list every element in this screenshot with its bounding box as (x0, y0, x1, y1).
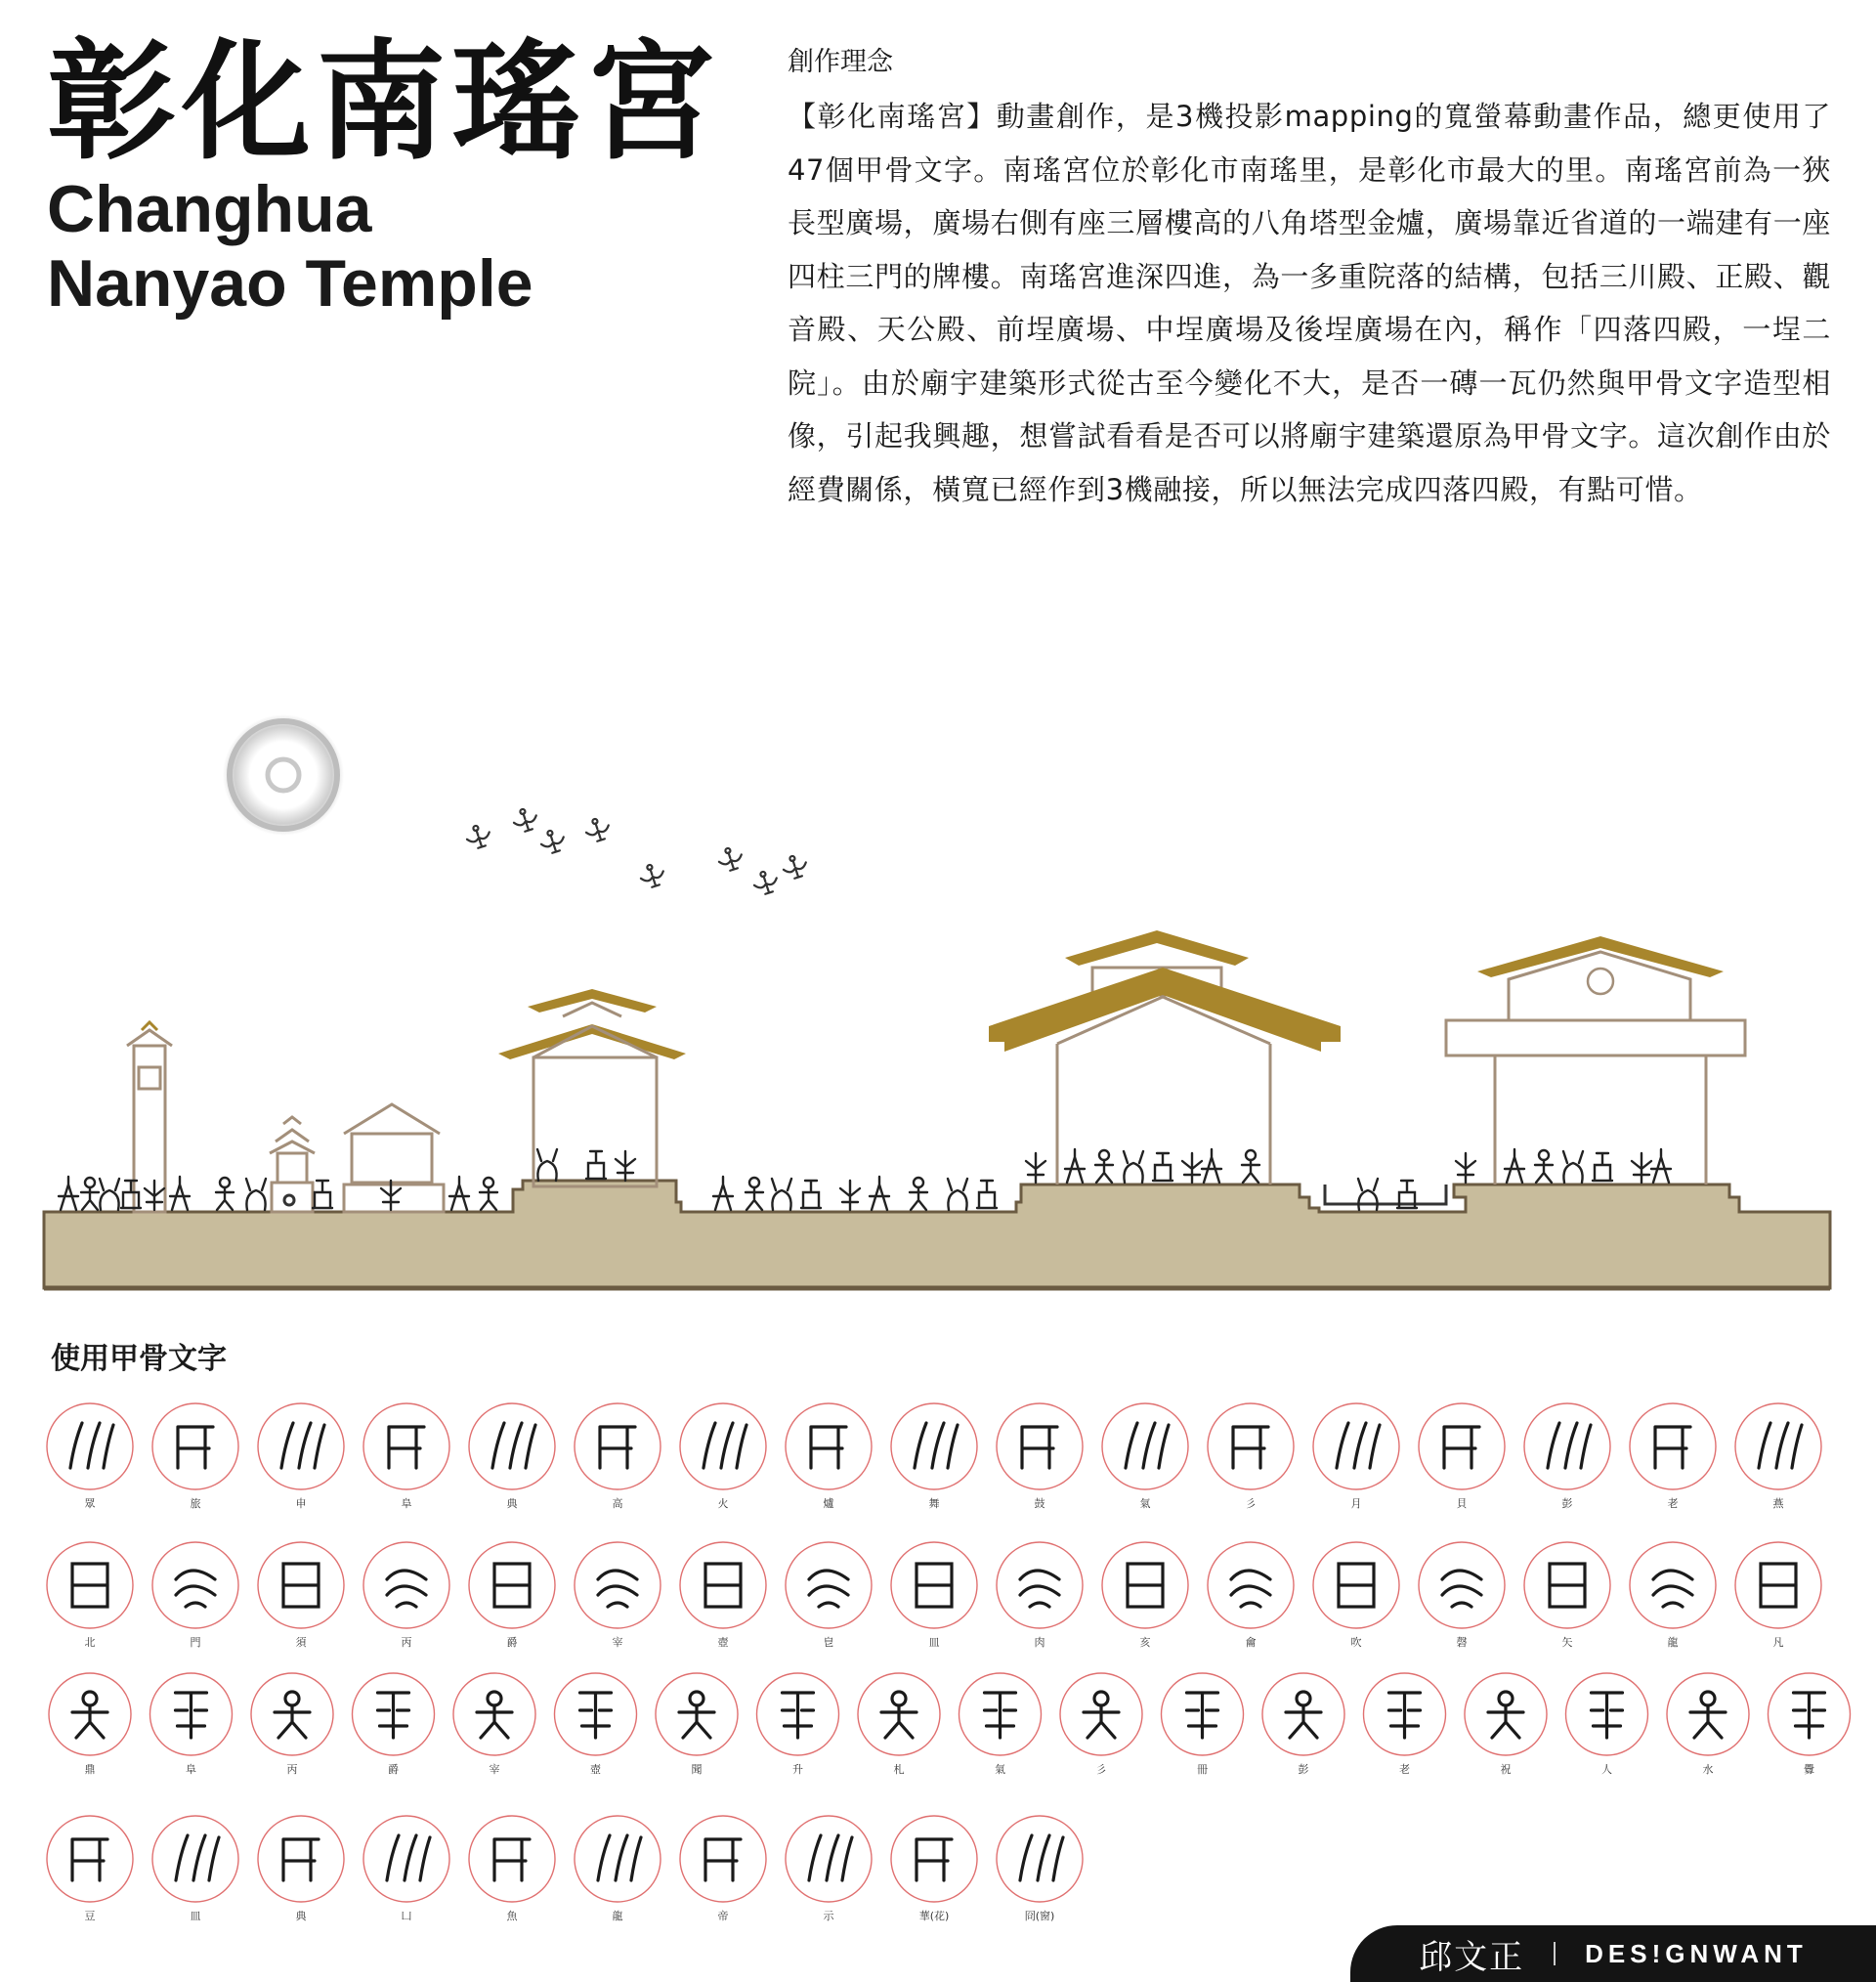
oracle-figure-icon (1651, 1149, 1671, 1183)
oracle-glyph-item (1465, 1673, 1547, 1776)
oracle-glyph-item (891, 1816, 977, 1922)
oracle-glyph-icon (477, 1692, 512, 1738)
glyph-label: 龍 (612, 1910, 623, 1922)
glyph-label: 矢 (1561, 1636, 1573, 1649)
glyph-label: 龠 (1245, 1636, 1257, 1649)
oracle-glyph-icon (1389, 1693, 1421, 1738)
glyph-label: 人 (1601, 1763, 1612, 1776)
glyph-circle (469, 1816, 555, 1902)
oracle-glyph-item (858, 1673, 940, 1776)
oracle-figure-icon (1505, 1149, 1524, 1183)
glyph-label: 彭 (1561, 1497, 1573, 1510)
oracle-glyph-item (49, 1673, 131, 1776)
oracle-figure-icon (1153, 1153, 1172, 1181)
oracle-figure-icon (480, 1178, 497, 1210)
temple-scene-illustration (0, 684, 1876, 1300)
oracle-figure-icon (1182, 1153, 1202, 1183)
oracle-glyph-icon (1286, 1692, 1321, 1738)
glyph-circle (575, 1816, 661, 1902)
oracle-glyph-icon (378, 1693, 409, 1738)
oracle-glyph-icon (1759, 1423, 1802, 1468)
glyph-circle (1102, 1403, 1188, 1489)
subtitle-line-2: Nanyao Temple (47, 246, 533, 321)
glyph-circle (1419, 1403, 1505, 1489)
oracle-figure-icon (977, 1181, 997, 1208)
oracle-glyph-item (1419, 1403, 1505, 1510)
glyph-label: 旅 (190, 1497, 201, 1510)
oracle-figure-icon (145, 1181, 164, 1210)
glyph-circle (1313, 1403, 1399, 1489)
subtitle-line-1: Changhua (47, 172, 372, 246)
oracle-glyph-item (152, 1542, 238, 1649)
oracle-figures (59, 1149, 1671, 1210)
glyph-label: 釁 (1804, 1763, 1814, 1776)
oracle-glyph-icon (492, 1423, 535, 1468)
glyph-circle (363, 1816, 449, 1902)
oracle-glyph-item (469, 1403, 555, 1510)
glyph-circle (258, 1816, 344, 1902)
oracle-glyph-icon (178, 1427, 213, 1468)
oracle-figure-icon (1535, 1150, 1553, 1183)
oracle-glyph-item (786, 1816, 872, 1922)
oracle-glyph-item (555, 1673, 637, 1776)
oracle-figure-icon (1563, 1151, 1583, 1183)
oracle-glyph-icon (809, 1835, 852, 1880)
oracle-glyph-icon (281, 1423, 324, 1468)
oracle-figure-icon (746, 1178, 763, 1210)
oracle-figure-icon (81, 1178, 99, 1210)
oracle-glyph-item (150, 1673, 233, 1776)
oracle-glyph-icon (72, 1692, 107, 1738)
glyph-label: 壺 (717, 1636, 729, 1649)
oracle-glyph-item (1524, 1403, 1610, 1510)
page-subtitle-english (47, 172, 533, 321)
oracle-figure-icon (1593, 1153, 1612, 1181)
oracle-glyph-grid (0, 1388, 1876, 1935)
oracle-glyph-item (1364, 1673, 1446, 1776)
oracle-figure-icon (537, 1149, 557, 1181)
oracle-figure-icon (1124, 1151, 1143, 1183)
glyph-circle (47, 1403, 133, 1489)
oracle-glyph-item (575, 1816, 661, 1922)
oracle-glyph-icon (1592, 1693, 1623, 1738)
oracle-glyph-icon (1084, 1692, 1119, 1738)
glyph-label: 典 (506, 1497, 518, 1510)
glyph-label: 宰 (489, 1763, 500, 1776)
glyph-circle (786, 1403, 872, 1489)
glyph-circle (680, 1816, 766, 1902)
oracle-glyph-icon (72, 1839, 107, 1880)
oracle-figure-icon (1632, 1153, 1651, 1183)
oracle-glyph-icon (494, 1564, 530, 1607)
gate-building (344, 1104, 444, 1212)
oracle-glyph-item (258, 1542, 344, 1649)
first-hall (498, 989, 686, 1186)
oracle-glyph-item (1102, 1542, 1188, 1649)
oracle-glyph-icon (598, 1835, 641, 1880)
glyph-label: 彡 (1095, 1763, 1107, 1776)
oracle-glyph-icon (1653, 1571, 1692, 1607)
oracle-glyph-icon (1337, 1423, 1380, 1468)
oracle-glyph-item (1419, 1542, 1505, 1649)
glyph-circle (680, 1403, 766, 1489)
glyph-label: 爐 (823, 1497, 834, 1510)
glyph-label: 申 (295, 1497, 307, 1510)
oracle-glyph-item (1735, 1542, 1821, 1649)
rear-hall (1446, 936, 1745, 1185)
oracle-glyph-item (575, 1403, 661, 1510)
glyph-circle (1208, 1403, 1294, 1489)
oracle-glyph-icon (580, 1693, 612, 1738)
oracle-figure-icon (1065, 1149, 1085, 1183)
oracle-glyph-icon (72, 1564, 107, 1607)
oracle-glyph-item (1208, 1403, 1294, 1510)
oracle-glyph-icon (1128, 1564, 1163, 1607)
oracle-glyph-icon (1761, 1564, 1796, 1607)
glyph-section-heading: 使用甲骨文字 (51, 1342, 227, 1376)
oracle-glyph-icon (387, 1571, 426, 1607)
glyph-label: 老 (1667, 1497, 1679, 1510)
oracle-glyph-item (1313, 1542, 1399, 1649)
oracle-glyph-item (251, 1673, 333, 1776)
oracle-glyph-item (1630, 1542, 1716, 1649)
glyph-label: 磬 (1456, 1636, 1468, 1649)
oracle-glyph-item (959, 1673, 1042, 1776)
glyph-label: 示 (823, 1910, 834, 1922)
oracle-glyph-icon (283, 1839, 319, 1880)
sun-icon (223, 714, 344, 836)
oracle-figure-icon (948, 1179, 967, 1210)
glyph-label: 華(花) (918, 1910, 950, 1922)
oracle-glyph-icon (598, 1571, 637, 1607)
oracle-glyph-item (680, 1403, 766, 1510)
oracle-figure-icon (449, 1177, 469, 1210)
glyph-label: 冊 (1197, 1763, 1208, 1776)
glyph-label: 爵 (506, 1636, 518, 1649)
oracle-glyph-icon (1550, 1564, 1585, 1607)
oracle-glyph-item (997, 1816, 1083, 1922)
main-hall (989, 930, 1341, 1185)
oracle-figure-icon (1095, 1150, 1113, 1183)
oracle-glyph-item (353, 1673, 435, 1776)
oracle-figure-icon (100, 1179, 119, 1210)
oracle-glyph-icon (915, 1423, 958, 1468)
oracle-glyph-icon (917, 1839, 952, 1880)
oracle-glyph-item (680, 1816, 766, 1922)
glyph-label: 豆 (84, 1910, 96, 1922)
glyph-label: 燕 (1772, 1497, 1784, 1510)
oracle-glyph-item (469, 1816, 555, 1922)
oracle-glyph-item (891, 1542, 977, 1649)
oracle-glyph-item (363, 1403, 449, 1510)
oracle-glyph-icon (1020, 1835, 1063, 1880)
footer-divider (1554, 1942, 1556, 1965)
glyph-label: 丙 (401, 1636, 412, 1649)
incense-burner-tower (270, 1117, 315, 1212)
oracle-glyph-icon (387, 1835, 430, 1880)
oracle-glyph-icon (275, 1692, 310, 1738)
glyph-label: 月 (1350, 1497, 1362, 1510)
glyph-label: 阜 (186, 1763, 196, 1776)
glyph-label: 皿 (190, 1910, 201, 1922)
glyph-label: 祝 (1500, 1763, 1512, 1776)
oracle-glyph-item (47, 1816, 133, 1922)
glyph-label: 聞 (691, 1763, 703, 1776)
footer-bar (1350, 1925, 1876, 1982)
glyph-label: 鼓 (1034, 1497, 1045, 1510)
oracle-glyph-item (1162, 1673, 1244, 1776)
glyph-circle (1630, 1403, 1716, 1489)
oracle-figure-icon (713, 1177, 733, 1210)
bird-icon (464, 822, 493, 850)
oracle-glyph-icon (176, 1693, 207, 1738)
oracle-glyph-icon (1022, 1427, 1057, 1468)
oracle-glyph-icon (917, 1564, 952, 1607)
oracle-glyph-item (258, 1816, 344, 1922)
oracle-figure-icon (870, 1177, 889, 1210)
oracle-glyph-icon (1442, 1571, 1481, 1607)
oracle-glyph-icon (1233, 1427, 1268, 1468)
oracle-glyph-item (1735, 1403, 1821, 1510)
oracle-glyph-icon (70, 1423, 113, 1468)
oracle-glyph-item (1667, 1673, 1749, 1776)
oracle-glyph-icon (1655, 1427, 1690, 1468)
glyph-label: 眾 (84, 1497, 96, 1510)
glyph-label: 宰 (612, 1636, 623, 1649)
glyph-circle (575, 1403, 661, 1489)
glyph-label: 氣 (995, 1763, 1005, 1776)
glyph-circle (1524, 1403, 1610, 1489)
glyph-circle (47, 1816, 133, 1902)
glyph-circle (786, 1816, 872, 1902)
oracle-glyph-item (1769, 1673, 1851, 1776)
concept-body: 【彰化南瑤宮】動畫創作，是3機投影mapping的寬螢幕動畫作品，總更使用了47個甲骨文字。南瑤宮位於彰化市南瑤里，是彰化市最大的里。南瑤宮前為一狹長型廣場，廣場右側有座三層樓高的八角塔型金爐，廣場靠近省道的一端建有一座四柱三門的牌樓。南瑤宮進深四進，為一多重院落的結構，包括三川殿、正殿、觀音殿、天公殿、前埕廣場、中埕廣場及後埕廣場在內，稱作「四落四殿，一埕二院」。由於廟宇建築形式從古至今變化不大，是否一磚一瓦仍然與甲骨文字造型相像，引起我興趣，想嘗試看看是否可以將廟宇建築還原為甲骨文字。這次創作由於經費關係，橫寬已經作到3機融接，所以無法完成四落四殿，有點可惜。 (788, 100, 1831, 506)
oracle-figure-icon (121, 1181, 141, 1208)
pond (1325, 1185, 1446, 1204)
oracle-glyph-icon (985, 1693, 1016, 1738)
oracle-glyph-item (152, 1816, 238, 1922)
oracle-figure-icon (1456, 1153, 1475, 1183)
glyph-label: 龍 (1667, 1636, 1679, 1649)
oracle-glyph-item (786, 1542, 872, 1649)
oracle-glyph-item (757, 1673, 839, 1776)
oracle-figure-icon (216, 1178, 234, 1210)
glyph-circle (152, 1816, 238, 1902)
glyph-label: 彡 (1245, 1497, 1257, 1510)
glyph-label: 帝 (717, 1910, 729, 1922)
oracle-glyph-icon (679, 1692, 714, 1738)
oracle-figure-icon (313, 1181, 332, 1208)
oracle-glyph-item (1060, 1673, 1142, 1776)
glyph-label: 老 (1399, 1763, 1410, 1776)
oracle-glyph-item (575, 1542, 661, 1649)
glyph-circle (469, 1403, 555, 1489)
glyph-label: 升 (792, 1763, 803, 1776)
concept-heading: 創作理念 (788, 47, 893, 77)
bird-icon (781, 852, 810, 881)
glyph-circle (891, 1403, 977, 1489)
bird-icon (716, 844, 746, 873)
brand-logo: DES!GNWANT (1585, 1938, 1808, 1968)
glyph-label: 魚 (506, 1910, 518, 1922)
oracle-figure-icon (772, 1179, 791, 1210)
glyph-label: 札 (893, 1763, 905, 1776)
oracle-glyph-item (786, 1403, 872, 1510)
glyph-label: 爵 (388, 1763, 399, 1776)
glyph-label: 阜 (401, 1497, 412, 1510)
oracle-glyph-item (1208, 1542, 1294, 1649)
oracle-glyph-icon (1231, 1571, 1270, 1607)
glyph-circle (891, 1816, 977, 1902)
concept-section (788, 43, 1831, 516)
oracle-glyph-icon (705, 1839, 741, 1880)
glyph-label: 吹 (1350, 1636, 1362, 1649)
oracle-glyph-item (891, 1403, 977, 1510)
oracle-glyph-icon (1126, 1423, 1169, 1468)
glyph-label: 火 (717, 1497, 729, 1510)
oracle-figure-icon (616, 1151, 635, 1181)
oracle-glyph-icon (1187, 1693, 1218, 1738)
oracle-figure-icon (170, 1177, 190, 1210)
glyph-label: 門 (190, 1636, 201, 1649)
glyph-label: 典 (295, 1910, 307, 1922)
oracle-glyph-item (47, 1542, 133, 1649)
glyph-label: 氣 (1139, 1497, 1151, 1510)
oracle-glyph-item (1262, 1673, 1344, 1776)
bird-icon (751, 868, 781, 896)
oracle-glyph-item (258, 1403, 344, 1510)
glyph-label: 北 (84, 1636, 96, 1649)
glyph-label: 皀 (823, 1636, 834, 1649)
glyph-label: 貝 (1456, 1497, 1468, 1510)
oracle-figure-icon (1242, 1150, 1259, 1183)
oracle-glyph-icon (600, 1427, 635, 1468)
oracle-glyph-icon (1690, 1692, 1726, 1738)
oracle-glyph-item (453, 1673, 535, 1776)
oracle-figure-icon (1026, 1153, 1045, 1183)
glyph-label: 凵 (401, 1910, 412, 1922)
oracle-glyph-icon (1444, 1427, 1479, 1468)
glyph-circle (1735, 1403, 1821, 1489)
glyph-circle (258, 1403, 344, 1489)
oracle-figure-icon (586, 1151, 606, 1179)
glyph-label: 須 (295, 1636, 307, 1649)
oracle-figure-icon (801, 1181, 821, 1208)
bird-icon (511, 805, 540, 834)
oracle-glyph-icon (705, 1564, 741, 1607)
oracle-glyph-icon (176, 1571, 215, 1607)
bird-flock (464, 805, 810, 896)
oracle-glyph-icon (809, 1571, 848, 1607)
oracle-glyph-item (680, 1542, 766, 1649)
oracle-glyph-item (1630, 1403, 1716, 1510)
oracle-glyph-item (1313, 1403, 1399, 1510)
oracle-figure-icon (59, 1177, 78, 1210)
pagoda-tower (127, 1022, 172, 1212)
oracle-figure-icon (1202, 1149, 1221, 1183)
oracle-glyph-icon (283, 1564, 319, 1607)
oracle-figure-icon (840, 1181, 860, 1210)
oracle-glyph-item (1566, 1673, 1648, 1776)
oracle-glyph-icon (1794, 1693, 1825, 1738)
bird-icon (538, 827, 568, 855)
glyph-label: 凡 (1772, 1636, 1784, 1649)
glyph-label: 壺 (590, 1763, 601, 1776)
author-name: 邱文正 (1419, 1937, 1525, 1977)
oracle-glyph-item (363, 1816, 449, 1922)
glyph-label: 鼎 (84, 1763, 96, 1776)
glyph-label: 丙 (286, 1763, 298, 1776)
oracle-glyph-item (152, 1403, 238, 1510)
oracle-glyph-icon (811, 1427, 846, 1468)
oracle-figure-icon (246, 1179, 266, 1210)
oracle-glyph-icon (494, 1839, 530, 1880)
oracle-glyph-icon (783, 1693, 814, 1738)
oracle-glyph-icon (1548, 1423, 1591, 1468)
bird-icon (638, 861, 667, 889)
oracle-glyph-icon (704, 1423, 746, 1468)
oracle-glyph-icon (1339, 1564, 1374, 1607)
bird-icon (583, 815, 613, 843)
oracle-glyph-icon (1488, 1692, 1523, 1738)
page-title: 彰化南瑤宮 (47, 27, 721, 178)
oracle-glyph-icon (176, 1835, 219, 1880)
oracle-glyph-item (1102, 1403, 1188, 1510)
glyph-label: 亥 (1139, 1636, 1151, 1649)
glyph-circle (152, 1403, 238, 1489)
glyph-circle (997, 1816, 1083, 1902)
glyph-label: 彭 (1298, 1763, 1309, 1776)
oracle-glyph-item (47, 1403, 133, 1510)
oracle-glyph-icon (389, 1427, 424, 1468)
oracle-glyph-icon (881, 1692, 917, 1738)
oracle-glyph-item (363, 1542, 449, 1649)
glyph-label: 皿 (928, 1636, 940, 1649)
oracle-glyph-icon (1020, 1571, 1059, 1607)
oracle-glyph-item (1524, 1542, 1610, 1649)
oracle-glyph-item (997, 1542, 1083, 1649)
glyph-circle (997, 1403, 1083, 1489)
glyph-label: 高 (612, 1497, 623, 1510)
oracle-glyph-item (656, 1673, 738, 1776)
glyph-label: 肉 (1034, 1636, 1045, 1649)
glyph-circle (363, 1403, 449, 1489)
oracle-glyph-item (469, 1542, 555, 1649)
glyph-label: 冏(窗) (1024, 1910, 1055, 1922)
glyph-label: 舞 (928, 1497, 940, 1510)
oracle-figure-icon (910, 1178, 927, 1210)
oracle-glyph-item (997, 1403, 1083, 1510)
glyph-label: 水 (1702, 1763, 1714, 1776)
